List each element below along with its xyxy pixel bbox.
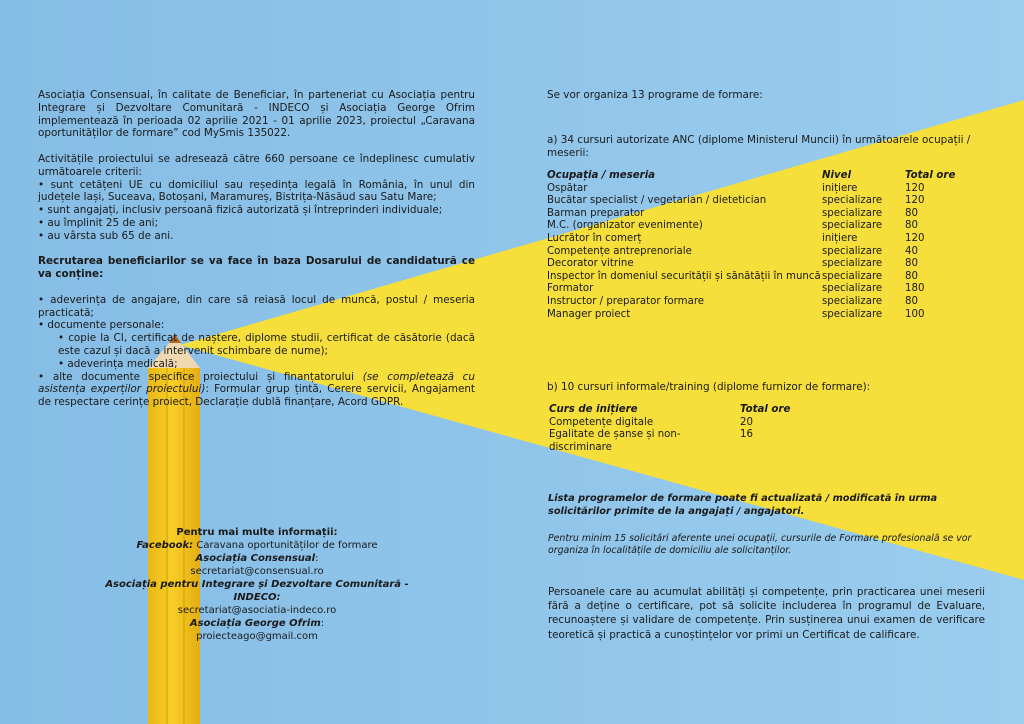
criterion-4: • au vârsta sub 65 de ani. xyxy=(38,229,174,242)
cell-level: inițiere xyxy=(822,182,858,194)
cell-occupation: Inspector în domeniul securității și sănătății în muncă xyxy=(547,270,821,282)
cell-level: specializare xyxy=(822,295,883,307)
criterion-1: • sunt cetățeni UE cu domiciliul sau reședința legală în România, în unul din județele Iași, Suceava, Botoșani, Maramureș, Bistrița-Năsăud sau Satu Mare; xyxy=(38,178,475,204)
cell-hours: 80 xyxy=(905,270,918,282)
org3-email[interactable]: proiecteago@gmail.com xyxy=(196,631,318,642)
facebook-label: Facebook: xyxy=(136,540,194,551)
table-header-row xyxy=(547,170,957,183)
header-hours: Total ore xyxy=(740,404,791,415)
doc-medical: • adeverința medicală; xyxy=(58,357,178,370)
cell-level: specializare xyxy=(822,220,883,232)
table-informal-courses xyxy=(549,404,809,454)
cell-hours: 100 xyxy=(905,308,925,320)
cell-hours: 80 xyxy=(905,295,918,307)
cell-level: specializare xyxy=(822,270,883,282)
cell-hours: 80 xyxy=(905,220,918,232)
table-row xyxy=(547,208,957,221)
facebook-value: Caravana oportunităților de formare xyxy=(193,540,378,551)
criterion-2: • sunt angajați, inclusiv persoană fizică autorizată și întreprinderi individuale; xyxy=(38,204,443,217)
cell-hours: 16 xyxy=(740,429,753,441)
header-occupation: Ocupația / meseria xyxy=(547,170,656,181)
cell-level: specializare xyxy=(822,308,883,320)
org3-name: Asociația George Ofrim xyxy=(189,618,321,629)
evaluation-paragraph: Persoanele care au acumulat abilități și competențe, prin practicarea unei meserii fără a deține o certificare, pot să solicite includerea în programul de Evaluare, recunoaștere și validare de competențe. Prin susținerea unui examen de verificare teoretică și practică a cunoștințelor vor primi un Certificat de calificare. xyxy=(548,586,985,641)
contact-heading: Pentru mai multe informații: xyxy=(176,527,338,538)
doc-other-end: : Formular grup țintă, Cerere servicii, Angajament de respectare cerințe proiect, Declarație dublă finanțare, Acord GDPR. xyxy=(38,383,476,409)
cell-level: specializare xyxy=(822,207,883,219)
intro-paragraph: Asociația Consensual, în calitate de Beneficiar, în parteneriat cu Asociația pentru Integrare și Dezvoltare Comunitară - INDECO și Asociația George Ofrim implementează în perioada 02 aprilie 2021 - 01 aprilie 2023, proiectul „Caravana oportunităților de formare” cod MySmis 135022. xyxy=(38,89,475,140)
recruitment-heading: Recrutarea beneficiarilor se va face în baza Dosarului de candidatură ce va conține: xyxy=(38,255,475,281)
cell-level: specializare xyxy=(822,245,883,257)
table-row xyxy=(547,296,957,309)
cell-occupation: Decorator vitrine xyxy=(547,258,634,270)
update-note: Lista programelor de formare poate fi actualizată / modificată în urma solicitărilor primite de la angajați / angajatori. xyxy=(548,493,938,517)
cell-occupation: Ospătar xyxy=(547,182,588,194)
table-row xyxy=(549,429,809,454)
doc-other-italic: (se completează cu asistența experților proiectului) xyxy=(38,370,475,396)
table-row xyxy=(547,233,957,246)
contact-org3 xyxy=(90,617,424,630)
org3-colon: : xyxy=(320,618,325,629)
cell-level: specializare xyxy=(822,258,883,270)
header-hours: Total ore xyxy=(905,170,956,181)
cell-hours: 120 xyxy=(905,195,925,207)
table-header-row xyxy=(549,404,809,417)
org1-name: Asociația Consensual xyxy=(195,553,316,564)
table-row xyxy=(547,258,957,271)
cell-hours: 120 xyxy=(905,182,925,194)
cell-occupation: Lucrător în comerț xyxy=(547,232,642,244)
criterion-3: • au împlinit 25 de ani; xyxy=(38,216,159,229)
cell-occupation: Bucătar specialist / vegetarian / dietetician xyxy=(547,195,767,207)
cell-occupation: Competențe antreprenoriale xyxy=(547,245,692,257)
table-row xyxy=(547,220,957,233)
header-level: Nivel xyxy=(822,170,852,181)
cell-level: specializare xyxy=(822,283,883,295)
table-row xyxy=(547,283,957,296)
activities-intro: Activitățile proiectului se adresează către 660 persoane ce îndeplinesc cumulativ următoarele criterii: xyxy=(38,152,475,178)
doc-employment-certificate: • adeverința de angajare, din care să reiasă locul de muncă, postul / meseria practicată; xyxy=(38,293,475,319)
org2-email[interactable]: secretariat@asociatia-indeco.ro xyxy=(177,605,337,616)
left-column xyxy=(38,89,475,409)
section-a-title: a) 34 cursuri autorizate ANC (diplome Ministerul Muncii) în următoarele ocupații / meserii: xyxy=(547,134,971,159)
table-row xyxy=(547,246,957,259)
doc-other-start: • alte documente specifice proiectului și finanțatorului xyxy=(38,370,363,383)
cell-level: specializare xyxy=(822,195,883,207)
cell-level: inițiere xyxy=(822,232,858,244)
contact-facebook xyxy=(90,539,424,552)
cell-occupation: Formator xyxy=(547,283,594,295)
doc-other xyxy=(38,371,475,409)
cell-hours: 80 xyxy=(905,207,918,219)
programs-intro: Se vor organiza 13 programe de formare: xyxy=(547,89,763,101)
org1-email[interactable]: secretariat@consensual.ro xyxy=(190,566,324,577)
table-row xyxy=(549,417,809,430)
cell-hours: 20 xyxy=(740,416,753,428)
section-b-title: b) 10 cursuri informale/training (diplome furnizor de formare): xyxy=(547,381,871,393)
cell-occupation: Instructor / preparator formare xyxy=(547,295,705,307)
min-requests-note: Pentru minim 15 solicitări aferente unei ocupații, cursurile de Formare profesională se vor organiza în localitățile de domiciliu ale solicitanților. xyxy=(548,533,972,557)
contact-block xyxy=(90,526,424,643)
table-anc-courses xyxy=(547,170,957,321)
cell-course: Egalitate de șanse și non-discriminare xyxy=(549,429,681,453)
cell-hours: 180 xyxy=(905,283,925,295)
cell-hours: 40 xyxy=(905,245,918,257)
header-course: Curs de inițiere xyxy=(549,404,638,415)
org1-colon: : xyxy=(315,553,319,564)
cell-hours: 80 xyxy=(905,258,918,270)
table-row xyxy=(547,309,957,322)
doc-personal: • documente personale: xyxy=(38,319,165,332)
cell-hours: 120 xyxy=(905,232,925,244)
cell-course: Competențe digitale xyxy=(549,416,654,428)
table-row xyxy=(547,195,957,208)
cell-occupation: M.C. (organizator evenimente) xyxy=(547,220,703,232)
org2-name: Asociația pentru Integrare și Dezvoltare Comunitară - INDECO: xyxy=(105,579,409,603)
cell-occupation: Barman preparator xyxy=(547,207,645,219)
cell-occupation: Manager proiect xyxy=(547,308,631,320)
contact-org1 xyxy=(90,552,424,565)
doc-personal-copies: • copie la CI, certificat de naștere, diplome studii, certificat de căsătorie (dacă este cazul și dacă a intervenit schimbare de nume); xyxy=(58,332,475,357)
table-row xyxy=(547,183,957,196)
table-row xyxy=(547,271,957,284)
